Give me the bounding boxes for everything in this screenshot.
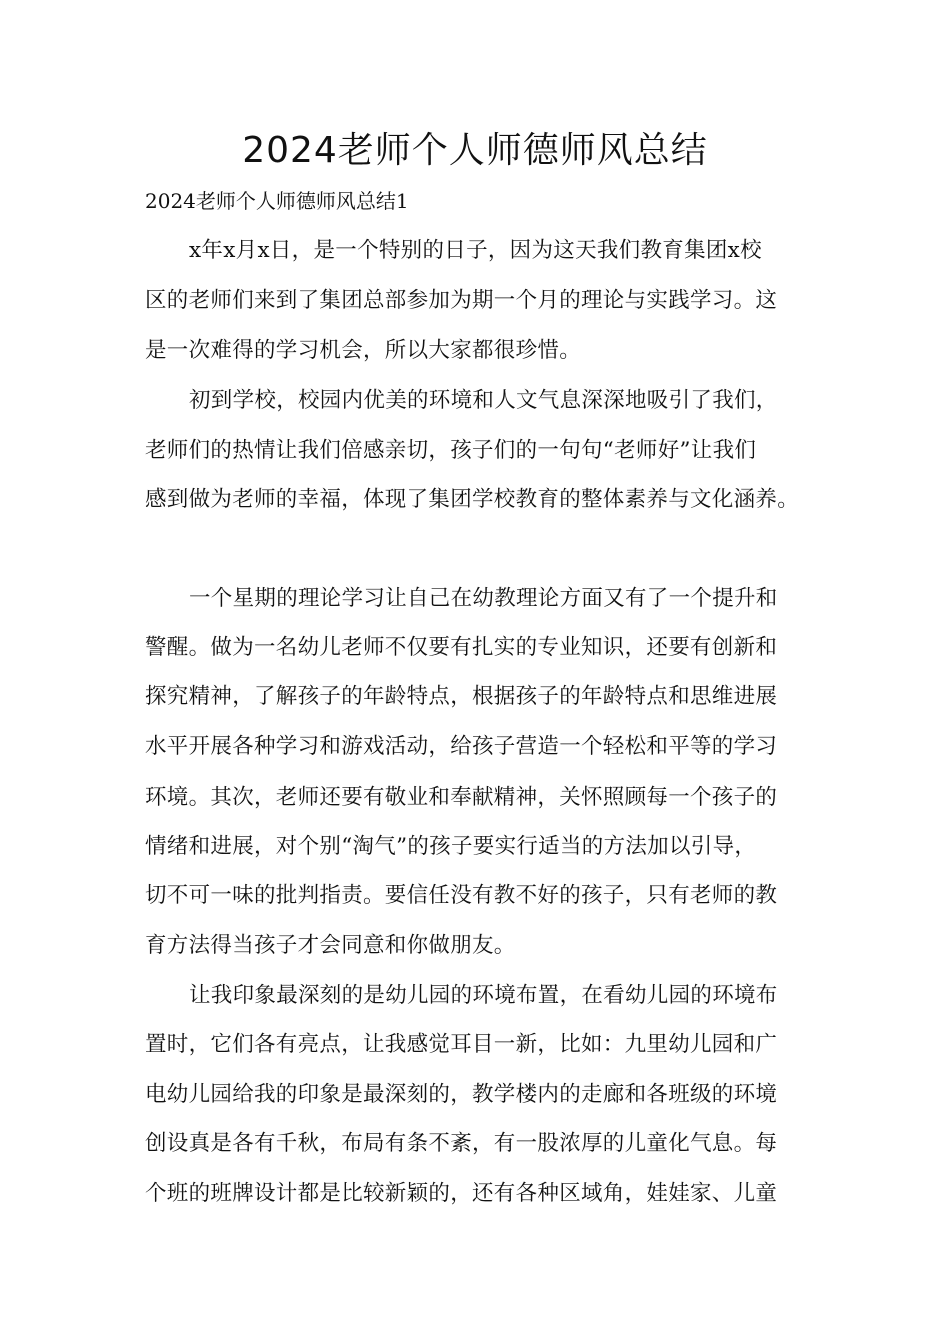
paragraph-line: x年x月x日，是一个特别的日子，因为这天我们教育集团x校 — [189, 238, 762, 263]
paragraph-line: 水平开展各种学习和游戏活动，给孩子营造一个轻松和平等的学习 — [145, 734, 778, 759]
paragraph-line: 育方法得当孩子才会同意和你做朋友。 — [145, 933, 516, 958]
paragraph-line: 置时，它们各有亮点，让我感觉耳目一新，比如：九里幼儿园和广 — [145, 1032, 778, 1057]
paragraph-line: 电幼儿园给我的印象是最深刻的，教学楼内的走廊和各班级的环境 — [145, 1082, 778, 1107]
paragraph-line: 老师们的热情让我们倍感亲切，孩子们的一句句“老师好”让我们 — [145, 438, 757, 463]
paragraph-line: 切不可一味的批判指责。要信任没有教不好的孩子，只有老师的教 — [145, 883, 778, 908]
paragraph-line: 区的老师们来到了集团总部参加为期一个月的理论与实践学习。这 — [145, 288, 778, 313]
paragraph-line: 探究精神，了解孩子的年龄特点，根据孩子的年龄特点和思维进展 — [145, 684, 778, 709]
paragraph-line: 个班的班牌设计都是比较新颖的，还有各种区域角，娃娃家、儿童 — [145, 1181, 778, 1206]
paragraph-line: 感到做为老师的幸福，体现了集团学校教育的整体素养与文化涵养。 — [145, 487, 800, 512]
paragraph-line: 是一次难得的学习机会，所以大家都很珍惜。 — [145, 338, 582, 363]
paragraph-line: 情绪和进展，对个别“淘气”的孩子要实行适当的方法加以引导， — [145, 834, 757, 859]
paragraph-line: 让我印象最深刻的是幼儿园的环境布置，在看幼儿园的环境布 — [189, 983, 778, 1008]
paragraph-line: 创设真是各有千秋，布局有条不紊，有一股浓厚的儿童化气息。每 — [145, 1131, 778, 1156]
document-title: 2024老师个人师德师风总结 — [242, 130, 708, 171]
paragraph-line: 初到学校，校园内优美的环境和人文气息深深地吸引了我们， — [189, 388, 778, 413]
paragraph-line: 警醒。做为一名幼儿老师不仅要有扎实的专业知识，还要有创新和 — [145, 635, 778, 660]
section-heading: 2024老师个人师德师风总结1 — [145, 189, 409, 213]
paragraph-line: 一个星期的理论学习让自己在幼教理论方面又有了一个提升和 — [189, 586, 778, 611]
paragraph-line: 环境。其次，老师还要有敬业和奉献精神，关怀照顾每一个孩子的 — [145, 785, 778, 810]
